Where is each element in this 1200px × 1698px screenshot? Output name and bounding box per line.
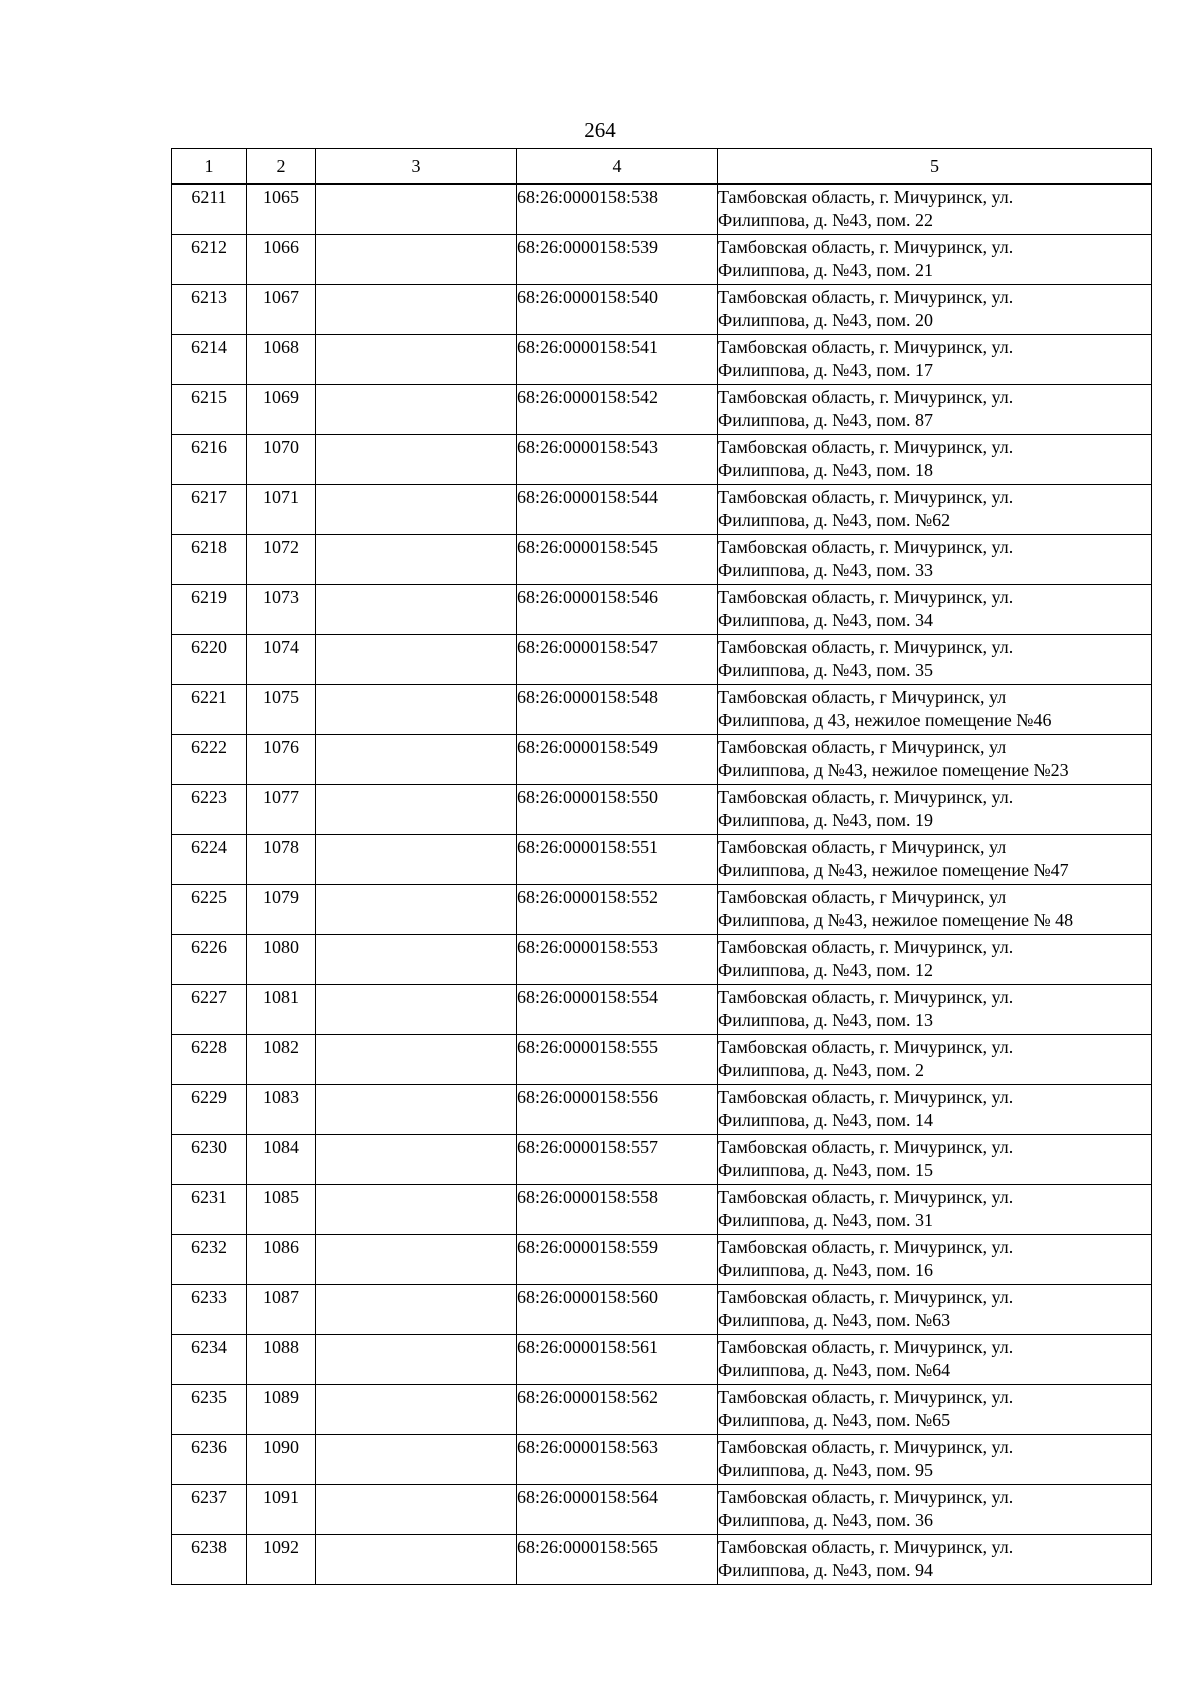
address-line: Тамбовская область, г. Мичуринск, ул. — [718, 436, 1014, 457]
register-number-cell: 1082 — [247, 1034, 316, 1084]
address-cell — [718, 284, 1152, 334]
register-number-cell: 1065 — [247, 184, 316, 234]
address-line: Филиппова, д. №43, пом. 14 — [718, 1109, 933, 1130]
row-number-cell: 6219 — [172, 584, 247, 634]
cadastral-number-cell: 68:26:0000158:555 — [517, 1034, 718, 1084]
cadastral-number-cell: 68:26:0000158:562 — [517, 1384, 718, 1434]
row-number-cell: 6225 — [172, 884, 247, 934]
cadastral-number-cell: 68:26:0000158:546 — [517, 584, 718, 634]
address-line: Тамбовская область, г. Мичуринск, ул. — [718, 636, 1014, 657]
address-line: Филиппова, д №43, нежилое помещение № 48 — [718, 909, 1074, 930]
register-number-cell: 1087 — [247, 1284, 316, 1334]
address-line: Филиппова, д. №43, пом. 31 — [718, 1209, 933, 1230]
address-line: Филиппова, д. №43, пом. 15 — [718, 1159, 933, 1180]
cadastral-number-cell: 68:26:0000158:553 — [517, 934, 718, 984]
address-line: Тамбовская область, г. Мичуринск, ул. — [718, 936, 1014, 957]
register-number-cell: 1069 — [247, 384, 316, 434]
register-number-cell: 1073 — [247, 584, 316, 634]
address-cell — [718, 934, 1152, 984]
empty-cell — [316, 334, 517, 384]
address-cell — [718, 884, 1152, 934]
address-line: Филиппова, д. №43, пом. 20 — [718, 309, 933, 330]
address-line: Тамбовская область, г. Мичуринск, ул. — [718, 586, 1014, 607]
cadastral-number-cell: 68:26:0000158:552 — [517, 884, 718, 934]
empty-cell — [316, 634, 517, 684]
address-line: Тамбовская область, г. Мичуринск, ул. — [718, 536, 1014, 557]
empty-cell — [316, 534, 517, 584]
row-number-cell: 6224 — [172, 834, 247, 884]
table-row — [172, 734, 1152, 784]
address-cell — [718, 1484, 1152, 1534]
row-number-cell: 6215 — [172, 384, 247, 434]
address-line: Филиппова, д. №43, пом. №63 — [718, 1309, 951, 1330]
empty-cell — [316, 1284, 517, 1334]
address-cell — [718, 1284, 1152, 1334]
address-line: Тамбовская область, г. Мичуринск, ул. — [718, 486, 1014, 507]
cadastral-number-cell: 68:26:0000158:557 — [517, 1134, 718, 1184]
address-cell — [718, 1184, 1152, 1234]
table-row — [172, 1234, 1152, 1284]
address-line: Тамбовская область, г. Мичуринск, ул. — [718, 286, 1014, 307]
empty-cell — [316, 434, 517, 484]
row-number-cell: 6217 — [172, 484, 247, 534]
table-row — [172, 434, 1152, 484]
address-cell — [718, 734, 1152, 784]
address-line: Тамбовская область, г. Мичуринск, ул. — [718, 1286, 1014, 1307]
cadastral-number-cell: 68:26:0000158:543 — [517, 434, 718, 484]
address-line: Тамбовская область, г. Мичуринск, ул. — [718, 1036, 1014, 1057]
register-number-cell: 1088 — [247, 1334, 316, 1384]
address-cell — [718, 1084, 1152, 1134]
row-number-cell: 6232 — [172, 1234, 247, 1284]
empty-cell — [316, 1234, 517, 1284]
register-number-cell: 1071 — [247, 484, 316, 534]
row-number-cell: 6233 — [172, 1284, 247, 1334]
address-line: Тамбовская область, г. Мичуринск, ул. — [718, 786, 1014, 807]
empty-cell — [316, 1334, 517, 1384]
register-number-cell: 1084 — [247, 1134, 316, 1184]
register-number-cell: 1079 — [247, 884, 316, 934]
address-cell — [718, 1534, 1152, 1584]
cadastral-number-cell: 68:26:0000158:554 — [517, 984, 718, 1034]
address-cell — [718, 384, 1152, 434]
address-cell — [718, 684, 1152, 734]
empty-cell — [316, 484, 517, 534]
empty-cell — [316, 1434, 517, 1484]
address-line: Тамбовская область, г. Мичуринск, ул. — [718, 187, 1014, 207]
empty-cell — [316, 1034, 517, 1084]
row-number-cell: 6221 — [172, 684, 247, 734]
empty-cell — [316, 884, 517, 934]
address-cell — [718, 1434, 1152, 1484]
address-cell — [718, 784, 1152, 834]
register-number-cell: 1086 — [247, 1234, 316, 1284]
cadastral-number-cell: 68:26:0000158:565 — [517, 1534, 718, 1584]
row-number-cell: 6212 — [172, 234, 247, 284]
address-line: Филиппова, д. №43, пом. 13 — [718, 1009, 933, 1030]
table-row — [172, 634, 1152, 684]
address-line: Тамбовская область, г. Мичуринск, ул. — [718, 1486, 1014, 1507]
table-row — [172, 1384, 1152, 1434]
register-number-cell: 1077 — [247, 784, 316, 834]
empty-cell — [316, 1184, 517, 1234]
register-number-cell: 1066 — [247, 234, 316, 284]
table-row — [172, 1084, 1152, 1134]
register-number-cell: 1072 — [247, 534, 316, 584]
table-row — [172, 384, 1152, 434]
row-number-cell: 6216 — [172, 434, 247, 484]
empty-cell — [316, 384, 517, 434]
address-cell — [718, 234, 1152, 284]
table-row — [172, 684, 1152, 734]
address-cell — [718, 584, 1152, 634]
empty-cell — [316, 184, 517, 234]
row-number-cell: 6231 — [172, 1184, 247, 1234]
address-line: Филиппова, д 43, нежилое помещение №46 — [718, 709, 1052, 730]
register-number-cell: 1070 — [247, 434, 316, 484]
address-line: Тамбовская область, г. Мичуринск, ул. — [718, 1186, 1014, 1207]
cadastral-number-cell: 68:26:0000158:544 — [517, 484, 718, 534]
row-number-cell: 6235 — [172, 1384, 247, 1434]
cadastral-number-cell: 68:26:0000158:556 — [517, 1084, 718, 1134]
address-cell — [718, 1334, 1152, 1384]
address-line: Тамбовская область, г Мичуринск, ул — [718, 886, 1007, 907]
cadastral-number-cell: 68:26:0000158:539 — [517, 234, 718, 284]
table-row — [172, 1134, 1152, 1184]
column-header: 4 — [517, 149, 718, 185]
empty-cell — [316, 284, 517, 334]
row-number-cell: 6236 — [172, 1434, 247, 1484]
row-number-cell: 6223 — [172, 784, 247, 834]
table-row — [172, 334, 1152, 384]
address-line: Филиппова, д. №43, пом. 87 — [718, 409, 933, 430]
register-number-cell: 1085 — [247, 1184, 316, 1234]
address-line: Тамбовская область, г. Мичуринск, ул. — [718, 1086, 1014, 1107]
address-line: Филиппова, д. №43, пом. 21 — [718, 259, 933, 280]
address-cell — [718, 484, 1152, 534]
table-row — [172, 534, 1152, 584]
row-number-cell: 6220 — [172, 634, 247, 684]
table-body — [172, 184, 1152, 1584]
table-row — [172, 284, 1152, 334]
cadastral-number-cell: 68:26:0000158:547 — [517, 634, 718, 684]
empty-cell — [316, 1484, 517, 1534]
empty-cell — [316, 1534, 517, 1584]
row-number-cell: 6213 — [172, 284, 247, 334]
register-number-cell: 1092 — [247, 1534, 316, 1584]
table-row — [172, 1034, 1152, 1084]
address-line: Филиппова, д. №43, пом. 95 — [718, 1459, 933, 1480]
address-line: Филиппова, д. №43, пом. 12 — [718, 959, 933, 980]
address-line: Филиппова, д. №43, пом. 36 — [718, 1509, 933, 1530]
address-line: Филиппова, д. №43, пом. 16 — [718, 1259, 933, 1280]
row-number-cell: 6226 — [172, 934, 247, 984]
empty-cell — [316, 934, 517, 984]
table-row — [172, 984, 1152, 1034]
address-cell — [718, 1034, 1152, 1084]
address-line: Филиппова, д. №43, пом. №62 — [718, 509, 951, 530]
empty-cell — [316, 1134, 517, 1184]
address-line: Тамбовская область, г Мичуринск, ул — [718, 836, 1007, 857]
address-line: Филиппова, д. №43, пом. №64 — [718, 1359, 951, 1380]
address-cell — [718, 534, 1152, 584]
row-number-cell: 6218 — [172, 534, 247, 584]
address-line: Тамбовская область, г. Мичуринск, ул. — [718, 236, 1014, 257]
cadastral-number-cell: 68:26:0000158:549 — [517, 734, 718, 784]
cadastral-number-cell: 68:26:0000158:560 — [517, 1284, 718, 1334]
address-line: Тамбовская область, г. Мичуринск, ул. — [718, 1236, 1014, 1257]
row-number-cell: 6230 — [172, 1134, 247, 1184]
column-header: 5 — [718, 149, 1152, 185]
row-number-cell: 6227 — [172, 984, 247, 1034]
address-cell — [718, 1384, 1152, 1434]
address-line: Тамбовская область, г Мичуринск, ул — [718, 686, 1007, 707]
table-row — [172, 1284, 1152, 1334]
address-cell — [718, 434, 1152, 484]
row-number-cell: 6214 — [172, 334, 247, 384]
address-line: Тамбовская область, г. Мичуринск, ул. — [718, 386, 1014, 407]
address-line: Тамбовская область, г. Мичуринск, ул. — [718, 1336, 1014, 1357]
address-line: Филиппова, д. №43, пом. 33 — [718, 559, 933, 580]
register-number-cell: 1074 — [247, 634, 316, 684]
table-row — [172, 1534, 1152, 1584]
address-cell — [718, 634, 1152, 684]
address-cell — [718, 1234, 1152, 1284]
table-row — [172, 1484, 1152, 1534]
address-line: Филиппова, д №43, нежилое помещение №23 — [718, 759, 1069, 780]
register-number-cell: 1076 — [247, 734, 316, 784]
empty-cell — [316, 584, 517, 634]
address-line: Филиппова, д №43, нежилое помещение №47 — [718, 859, 1069, 880]
cadastral-number-cell: 68:26:0000158:540 — [517, 284, 718, 334]
address-line: Филиппова, д. №43, пом. 18 — [718, 459, 933, 480]
register-number-cell: 1083 — [247, 1084, 316, 1134]
address-line: Тамбовская область, г. Мичуринск, ул. — [718, 1136, 1014, 1157]
address-line: Тамбовская область, г. Мичуринск, ул. — [718, 1386, 1014, 1407]
column-header: 3 — [316, 149, 517, 185]
cadastral-number-cell: 68:26:0000158:561 — [517, 1334, 718, 1384]
cadastral-number-cell: 68:26:0000158:550 — [517, 784, 718, 834]
table-row — [172, 484, 1152, 534]
row-number-cell: 6228 — [172, 1034, 247, 1084]
address-line: Филиппова, д. №43, пом. 22 — [718, 210, 933, 230]
address-line: Филиппова, д. №43, пом. 35 — [718, 659, 933, 680]
cadastral-number-cell: 68:26:0000158:548 — [517, 684, 718, 734]
address-cell — [718, 1134, 1152, 1184]
register-number-cell: 1090 — [247, 1434, 316, 1484]
register-number-cell: 1091 — [247, 1484, 316, 1534]
table-row — [172, 1334, 1152, 1384]
empty-cell — [316, 734, 517, 784]
row-number-cell: 6222 — [172, 734, 247, 784]
address-line: Тамбовская область, г. Мичуринск, ул. — [718, 1536, 1014, 1557]
page-number: 264 — [584, 118, 616, 142]
address-line: Филиппова, д. №43, пом. №65 — [718, 1409, 951, 1430]
table-row — [172, 934, 1152, 984]
table-row — [172, 784, 1152, 834]
row-number-cell: 6229 — [172, 1084, 247, 1134]
cadastral-number-cell: 68:26:0000158:559 — [517, 1234, 718, 1284]
table-row — [172, 184, 1152, 234]
address-line: Тамбовская область, г. Мичуринск, ул. — [718, 336, 1014, 357]
cadastral-number-cell: 68:26:0000158:564 — [517, 1484, 718, 1534]
table-row — [172, 234, 1152, 284]
address-line: Филиппова, д. №43, пом. 94 — [718, 1559, 933, 1580]
address-line: Тамбовская область, г. Мичуринск, ул. — [718, 986, 1014, 1007]
register-number-cell: 1075 — [247, 684, 316, 734]
register-number-cell: 1068 — [247, 334, 316, 384]
address-cell — [718, 984, 1152, 1034]
table-row — [172, 1434, 1152, 1484]
empty-cell — [316, 1084, 517, 1134]
table-row — [172, 1184, 1152, 1234]
address-line: Тамбовская область, г. Мичуринск, ул. — [718, 1436, 1014, 1457]
address-line: Филиппова, д. №43, пом. 2 — [718, 1059, 924, 1080]
empty-cell — [316, 984, 517, 1034]
table-row — [172, 584, 1152, 634]
column-header: 1 — [172, 149, 247, 185]
cadastral-number-cell: 68:26:0000158:551 — [517, 834, 718, 884]
register-number-cell: 1067 — [247, 284, 316, 334]
address-cell — [718, 184, 1152, 234]
empty-cell — [316, 234, 517, 284]
row-number-cell: 6234 — [172, 1334, 247, 1384]
empty-cell — [316, 834, 517, 884]
table-header-row — [172, 149, 1152, 185]
cadastral-number-cell: 68:26:0000158:545 — [517, 534, 718, 584]
table-row — [172, 884, 1152, 934]
register-number-cell: 1081 — [247, 984, 316, 1034]
empty-cell — [316, 784, 517, 834]
address-line: Филиппова, д. №43, пом. 17 — [718, 359, 933, 380]
row-number-cell: 6211 — [172, 184, 247, 234]
cadastral-number-cell: 68:26:0000158:538 — [517, 184, 718, 234]
register-number-cell: 1078 — [247, 834, 316, 884]
cadastral-number-cell: 68:26:0000158:542 — [517, 384, 718, 434]
address-cell — [718, 834, 1152, 884]
register-number-cell: 1089 — [247, 1384, 316, 1434]
row-number-cell: 6238 — [172, 1534, 247, 1584]
empty-cell — [316, 1384, 517, 1434]
address-line: Филиппова, д. №43, пом. 34 — [718, 609, 933, 630]
address-line: Филиппова, д. №43, пом. 19 — [718, 809, 933, 830]
empty-cell — [316, 684, 517, 734]
row-number-cell: 6237 — [172, 1484, 247, 1534]
cadastral-number-cell: 68:26:0000158:541 — [517, 334, 718, 384]
cadastral-number-cell: 68:26:0000158:563 — [517, 1434, 718, 1484]
cadastral-number-cell: 68:26:0000158:558 — [517, 1184, 718, 1234]
address-line: Тамбовская область, г Мичуринск, ул — [718, 736, 1007, 757]
column-header: 2 — [247, 149, 316, 185]
register-number-cell: 1080 — [247, 934, 316, 984]
table-row — [172, 834, 1152, 884]
registry-table — [171, 148, 1152, 1585]
address-cell — [718, 334, 1152, 384]
